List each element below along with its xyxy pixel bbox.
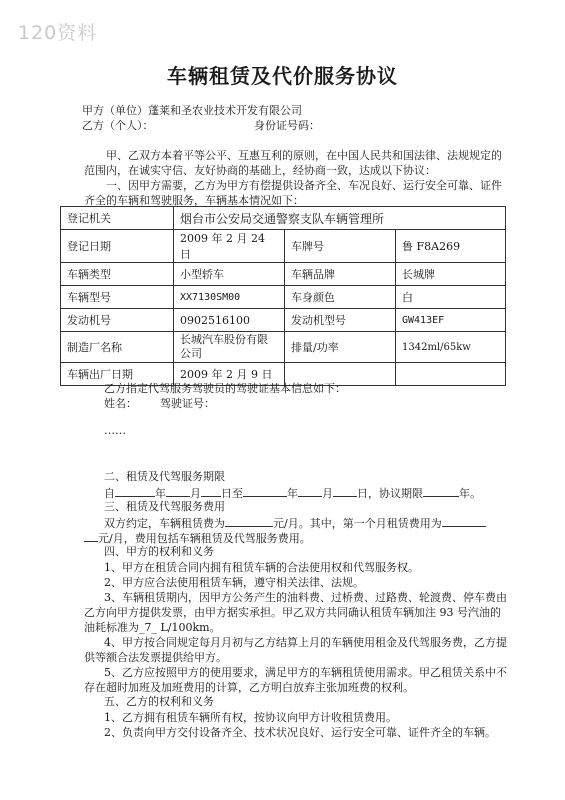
table-cell: 排量/功率 (285, 332, 396, 363)
table-cell: GW413EF (396, 309, 506, 332)
watermark: 120资料 (18, 22, 98, 44)
vehicle-info-table (60, 206, 506, 386)
period-blank (333, 485, 357, 497)
table-cell: 发动机型号 (285, 309, 396, 332)
table-cell: 0902516100 (174, 309, 285, 332)
period-day-to: 日至 (221, 487, 243, 500)
section-1-paragraph: 一、因甲方需要，乙方为甲方有偿提供设备齐全、车况良好、运行安全可靠、证件齐全的车辆和驾驶服务，车辆基本情况如下： (84, 179, 502, 207)
fee-blank (225, 515, 273, 527)
table-row (61, 263, 506, 286)
id-number-label: 身份证号码： (254, 119, 320, 132)
driver-license-label: 驾驶证号： (160, 397, 215, 410)
party-b-line: 乙方（个人）： (82, 119, 154, 132)
period-line (104, 485, 481, 501)
period-years: 年。 (459, 487, 481, 500)
section-5-heading: 五、乙方的权利和义务 (104, 695, 214, 708)
ellipsis: …… (104, 424, 126, 437)
table-cell: 长城牌 (396, 263, 506, 286)
list-item: 5、乙方应按照甲方的使用要求，满足甲方的车辆租赁使用需求。甲乙租赁关系中不存在超时加班及加班费用的计算，乙方明白放弃主张加班费的权利。 (84, 666, 507, 694)
fee-text: 元/月，费用包括车辆租赁及代驾服务费用。 (98, 532, 311, 545)
section-3-heading: 三、租赁及代驾服务费用 (104, 500, 225, 513)
table-cell: 车身颜色 (285, 286, 396, 309)
table-row (61, 309, 506, 332)
list-item: 1、乙方拥有租赁车辆所有权，按协议向甲方计收租赁费用。 (104, 711, 397, 724)
table-cell: 发动机号 (61, 309, 174, 332)
fee-blank (442, 515, 486, 527)
period-term: 日，协议期限 (357, 487, 423, 500)
table-row (61, 332, 506, 363)
list-item: 2、甲方应合法使用租赁车辆，遵守相关法律、法规。 (104, 576, 364, 589)
table-row (61, 207, 506, 230)
table-cell: 白 (396, 286, 506, 309)
table-cell: 车辆品牌 (285, 263, 396, 286)
table-cell: 小型轿车 (174, 263, 285, 286)
list-item: 3、车辆租赁期内，因甲方公务产生的油料费、过桥费、过路费、轮渡费、停车费由乙方向甲方提供发票，由甲方据实承担。甲乙双方共同确认租赁车辆加注 93 号汽油的油耗标准为_7_ L/100km。 (84, 591, 507, 634)
list-item: 4、甲方按合同规定每月月初与乙方结算上月的车辆使用租金及代驾服务费，乙方提供等额合法发票提供给甲方。 (84, 636, 507, 664)
table-cell: 2009 年 2 月 9 日 (174, 363, 285, 386)
table-cell: XX7130SM00 (174, 286, 285, 309)
table-cell: 烟台市公安局交通警察支队车辆管理所 (174, 207, 506, 230)
period-blank (243, 485, 287, 497)
table-cell: 车辆出厂日期 (61, 363, 174, 386)
period-month: 月 (322, 487, 333, 500)
intro-paragraph: 甲、乙双方本着平等公平、互惠互利的原则，在中国人民共和国法律、法规规定的范围内，在诚实守信、友好协商的基础上，经协商一致，达成以下协议： (84, 149, 502, 177)
document-title: 车辆租赁及代价服务协议 (167, 64, 398, 88)
party-a-line: 甲方（单位）蓬莱和圣农业技术开发有限公司 (82, 104, 302, 117)
section-4-heading: 四、甲方的权利和义务 (104, 545, 214, 558)
period-from: 自 (104, 487, 115, 500)
table-cell (396, 363, 506, 386)
fee-line-2 (84, 530, 311, 546)
driver-name-label: 姓名： (104, 397, 137, 410)
table-row (61, 286, 506, 309)
period-blank (115, 485, 155, 497)
table-cell: 制造厂名称 (61, 332, 174, 363)
table-cell: 鲁 F8A269 (396, 230, 506, 263)
fee-text: 双方约定，车辆租赁费为 (104, 517, 225, 530)
table-cell: 车辆类型 (61, 263, 174, 286)
fee-line-1 (104, 515, 486, 531)
fee-blank (84, 530, 98, 542)
section-2-heading: 二、租赁及代驾服务期限 (104, 470, 225, 483)
table-row (61, 230, 506, 263)
period-blank (298, 485, 322, 497)
period-blank (423, 485, 459, 497)
period-blank (201, 485, 221, 497)
list-item: 2、负责向甲方交付设备齐全、技术状况良好、运行安全可靠、证件齐全的车辆。 (104, 726, 496, 739)
driver-intro: 乙方指定代驾服务驾驶员的驾驶证基本信息如下： (104, 382, 346, 395)
table-cell: 车辆型号 (61, 286, 174, 309)
table-cell: 车牌号 (285, 230, 396, 263)
table-cell: 登记日期 (61, 230, 174, 263)
period-month: 月 (190, 487, 201, 500)
list-item: 1、甲方在租赁合同内拥有租赁车辆的合法使用权和代驾服务权。 (104, 561, 419, 574)
period-year: 年 (287, 487, 298, 500)
period-year: 年 (155, 487, 166, 500)
period-blank (166, 485, 190, 497)
table-cell: 登记机关 (61, 207, 174, 230)
fee-text: 元/月。其中，第一个月租赁费用为 (273, 517, 442, 530)
table-cell: 长城汽车股份有限公司 (174, 332, 285, 363)
table-cell: 1342ml/65kw (396, 332, 506, 363)
table-cell: 2009 年 2 月 24 日 (174, 230, 285, 263)
